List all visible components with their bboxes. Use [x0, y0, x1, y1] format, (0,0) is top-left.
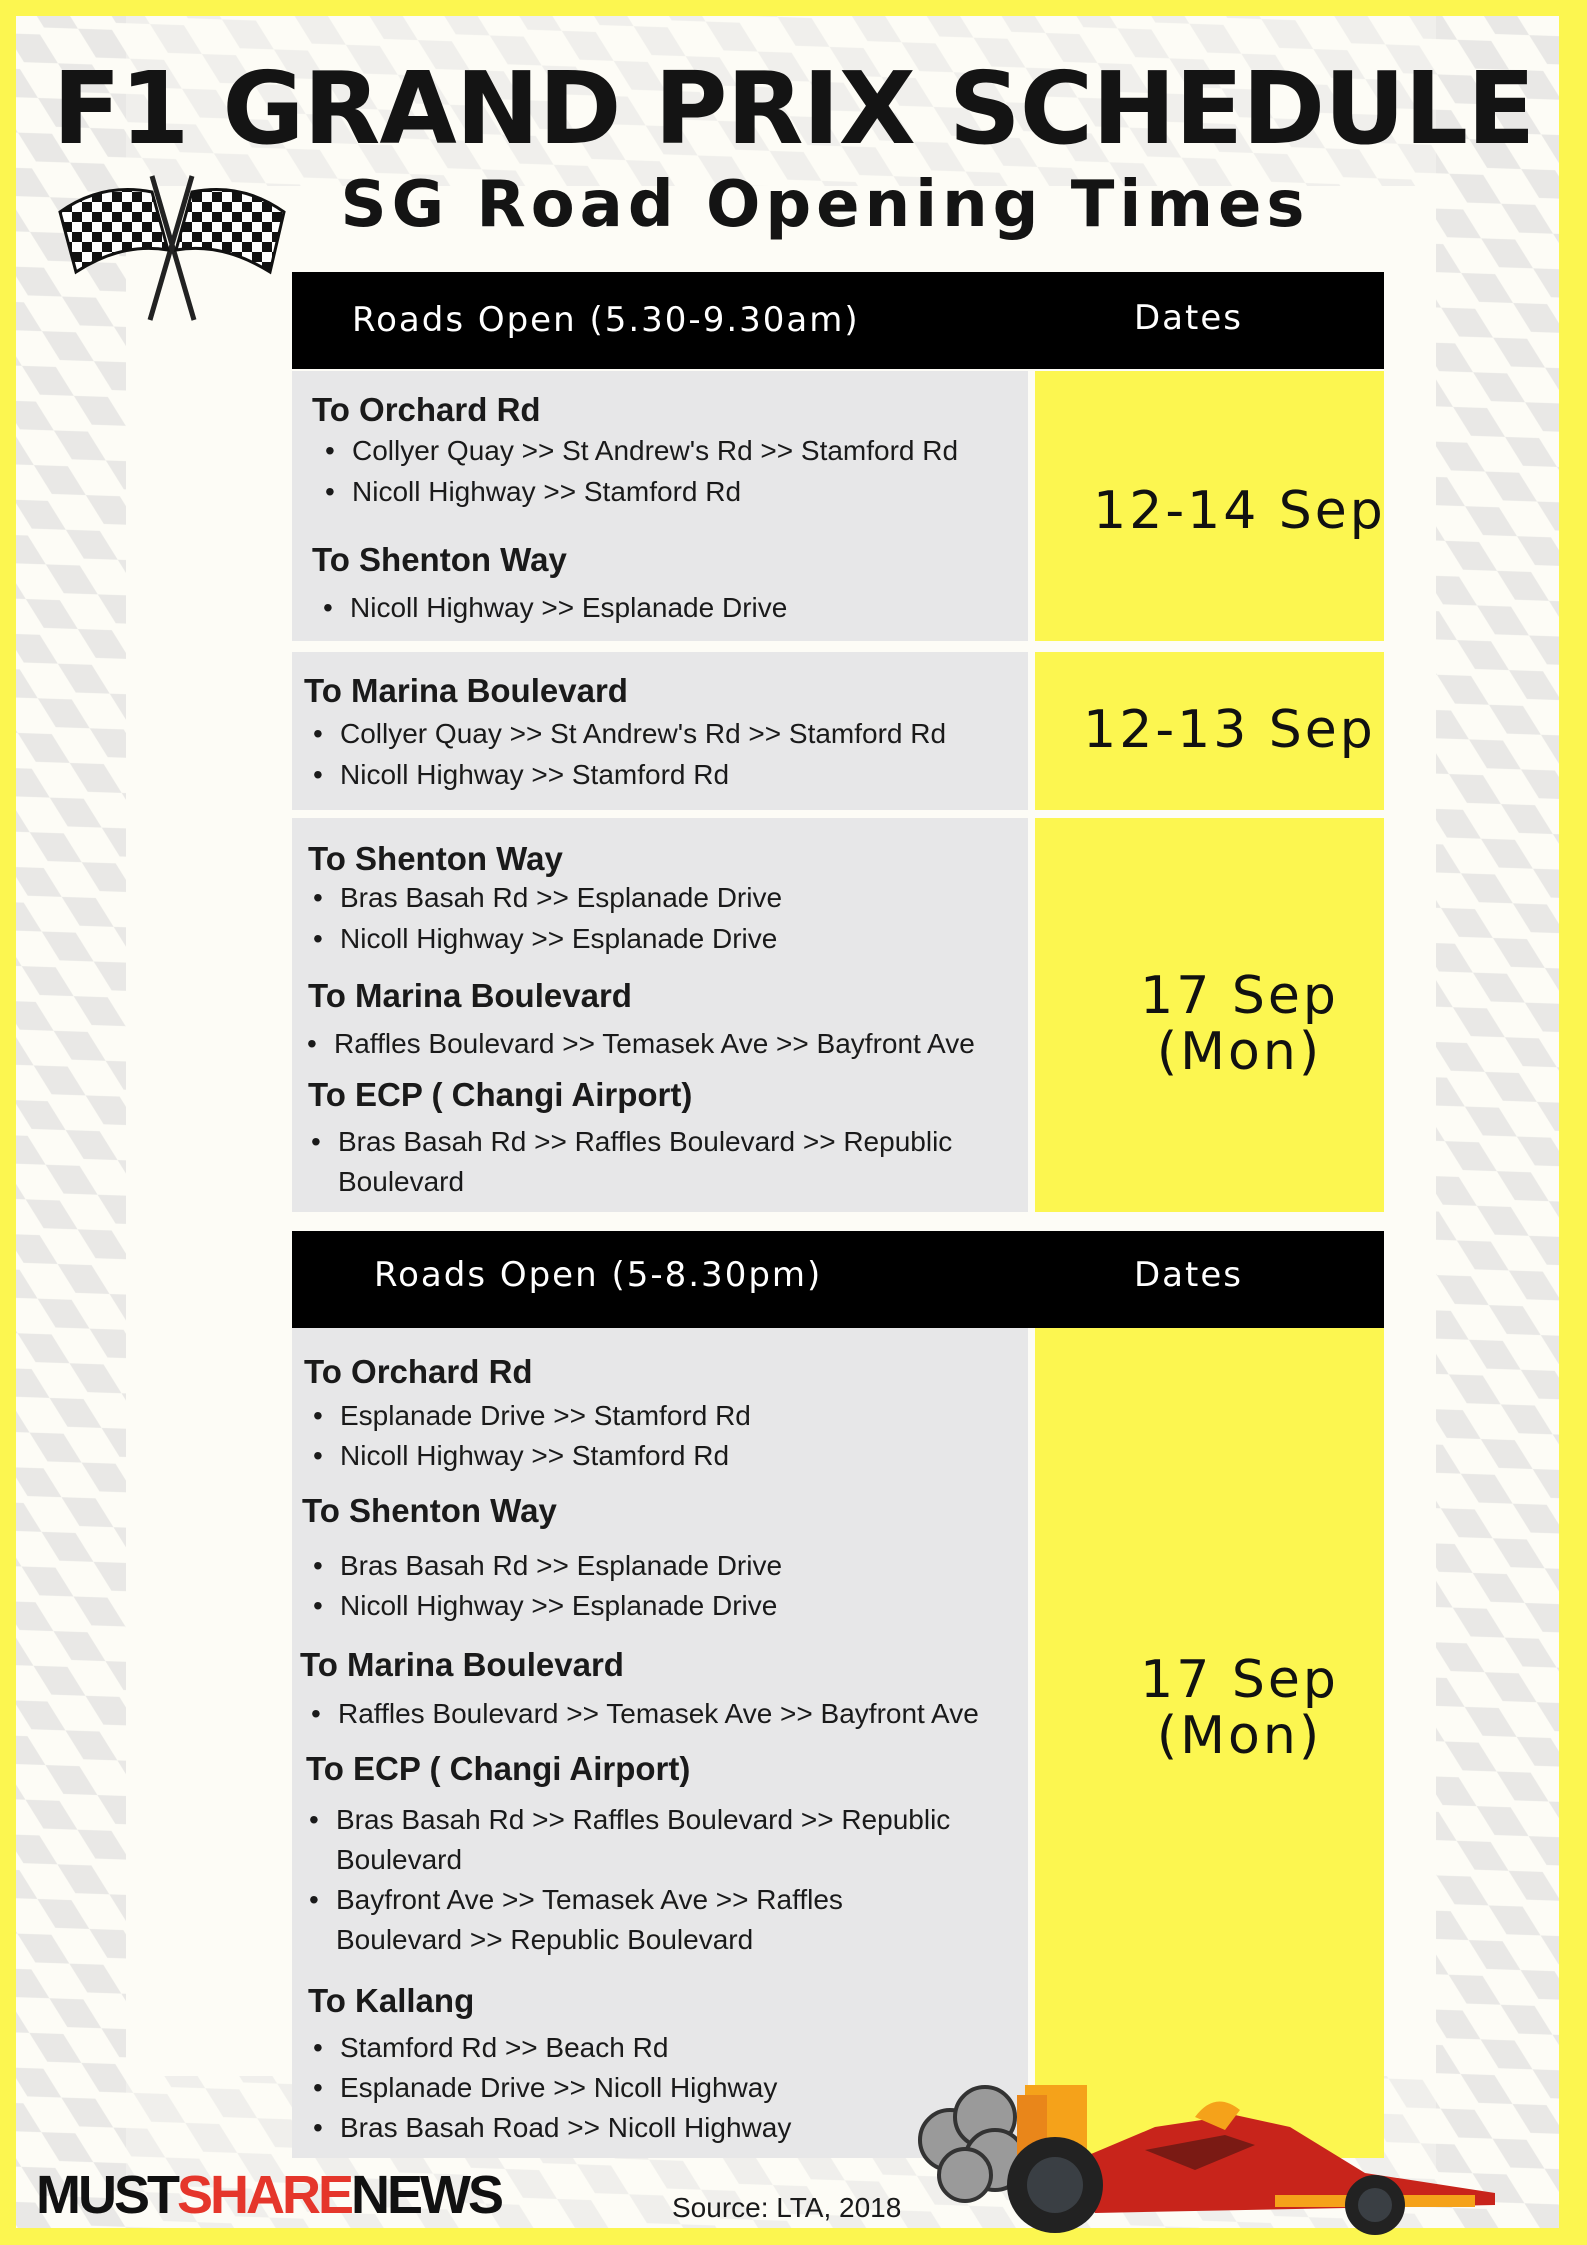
route-item: • Bras Basah Rd >> Esplanade Drive — [340, 1550, 782, 1582]
route-item: • Nicoll Highway >> Esplanade Drive — [340, 1590, 777, 1622]
group-title: To Kallang — [308, 1982, 475, 2019]
group-title: To Marina Boulevard — [300, 1646, 624, 1683]
page-title: F1 GRAND PRIX SCHEDULE — [52, 50, 1535, 167]
route-item: • Bras Basah Road >> Nicoll Highway — [340, 2112, 791, 2144]
date-value-line2: (Mon) — [1156, 1022, 1323, 1082]
group-title: To ECP ( Changi Airport) — [308, 1076, 693, 1113]
morning-row-1-roads — [292, 371, 1028, 641]
route-item: • Nicoll Highway >> Stamford Rd — [340, 759, 729, 791]
morning-row-1-date — [1035, 371, 1384, 641]
route-item: • Collyer Quay >> St Andrew's Rd >> Stamford Rd — [340, 718, 946, 750]
group-title: To Orchard Rd — [304, 1353, 533, 1390]
route-item: • Collyer Quay >> St Andrew's Rd >> Stamford Rd — [352, 435, 958, 467]
route-item: • Bayfront Ave >> Temasek Ave >> Raffles — [336, 1884, 843, 1916]
morning-row-3-roads — [292, 818, 1028, 1212]
logo-part-share: SHARE — [176, 2165, 352, 2225]
checkered-flags-icon — [52, 172, 292, 324]
mustsharenews-logo — [36, 2164, 501, 2226]
evening-row-roads — [292, 1328, 1028, 2158]
route-item-continued: Boulevard >> Republic Boulevard — [336, 1924, 754, 1955]
route-item: • Raffles Boulevard >> Temasek Ave >> Bayfront Ave — [334, 1028, 975, 1060]
group-title: To Shenton Way — [308, 840, 563, 877]
date-value-line2: (Mon) — [1156, 1706, 1323, 1766]
evening-table-header — [292, 1231, 1384, 1328]
header-roads-label: Roads Open (5.30-9.30am) — [352, 300, 860, 340]
route-item-continued: Boulevard — [336, 1844, 463, 1875]
f1-race-car-illustration — [895, 2055, 1545, 2240]
date-value-line1: 17 Sep — [1140, 966, 1339, 1026]
morning-row-2-date — [1035, 652, 1384, 810]
group-title: To Shenton Way — [312, 541, 567, 578]
route-item: • Nicoll Highway >> Esplanade Drive — [340, 923, 777, 955]
route-item: • Nicoll Highway >> Stamford Rd — [340, 1440, 729, 1472]
date-value: 12-13 Sep — [1083, 700, 1376, 760]
route-item: • Esplanade Drive >> Nicoll Highway — [340, 2072, 777, 2104]
route-item: • Stamford Rd >> Beach Rd — [340, 2032, 668, 2064]
logo-part-news: NEWS — [351, 2165, 502, 2225]
logo-part-must: MUST — [36, 2165, 177, 2225]
route-item: • Esplanade Drive >> Stamford Rd — [340, 1400, 751, 1432]
group-title: To ECP ( Changi Airport) — [306, 1750, 691, 1787]
route-item: • Bras Basah Rd >> Raffles Boulevard >> Republic — [338, 1126, 952, 1158]
route-item: • Bras Basah Rd >> Raffles Boulevard >> Republic — [336, 1804, 950, 1836]
route-item: • Nicoll Highway >> Stamford Rd — [352, 476, 741, 508]
source-credit: Source: LTA, 2018 — [672, 2192, 902, 2223]
header-dates-label: Dates — [1134, 298, 1243, 338]
group-title: To Orchard Rd — [312, 391, 541, 428]
group-title: To Marina Boulevard — [304, 672, 628, 709]
header-dates-label: Dates — [1134, 1255, 1243, 1295]
route-item: • Raffles Boulevard >> Temasek Ave >> Bayfront Ave — [338, 1698, 979, 1730]
date-value-line1: 17 Sep — [1140, 1650, 1339, 1710]
morning-row-2-roads — [292, 652, 1028, 810]
route-item-continued: Boulevard — [338, 1166, 465, 1197]
group-title: To Shenton Way — [302, 1492, 557, 1529]
header-roads-label: Roads Open (5-8.30pm) — [374, 1255, 823, 1295]
group-title: To Marina Boulevard — [308, 977, 632, 1014]
morning-table-header — [292, 272, 1384, 369]
date-value: 12-14 Sep — [1093, 481, 1386, 541]
route-item: • Nicoll Highway >> Esplanade Drive — [350, 592, 787, 624]
route-item: • Bras Basah Rd >> Esplanade Drive — [340, 882, 782, 914]
evening-row-date — [1035, 1328, 1384, 2158]
page-subtitle: SG Road Opening Times — [340, 168, 1310, 242]
morning-row-3-date — [1035, 818, 1384, 1212]
